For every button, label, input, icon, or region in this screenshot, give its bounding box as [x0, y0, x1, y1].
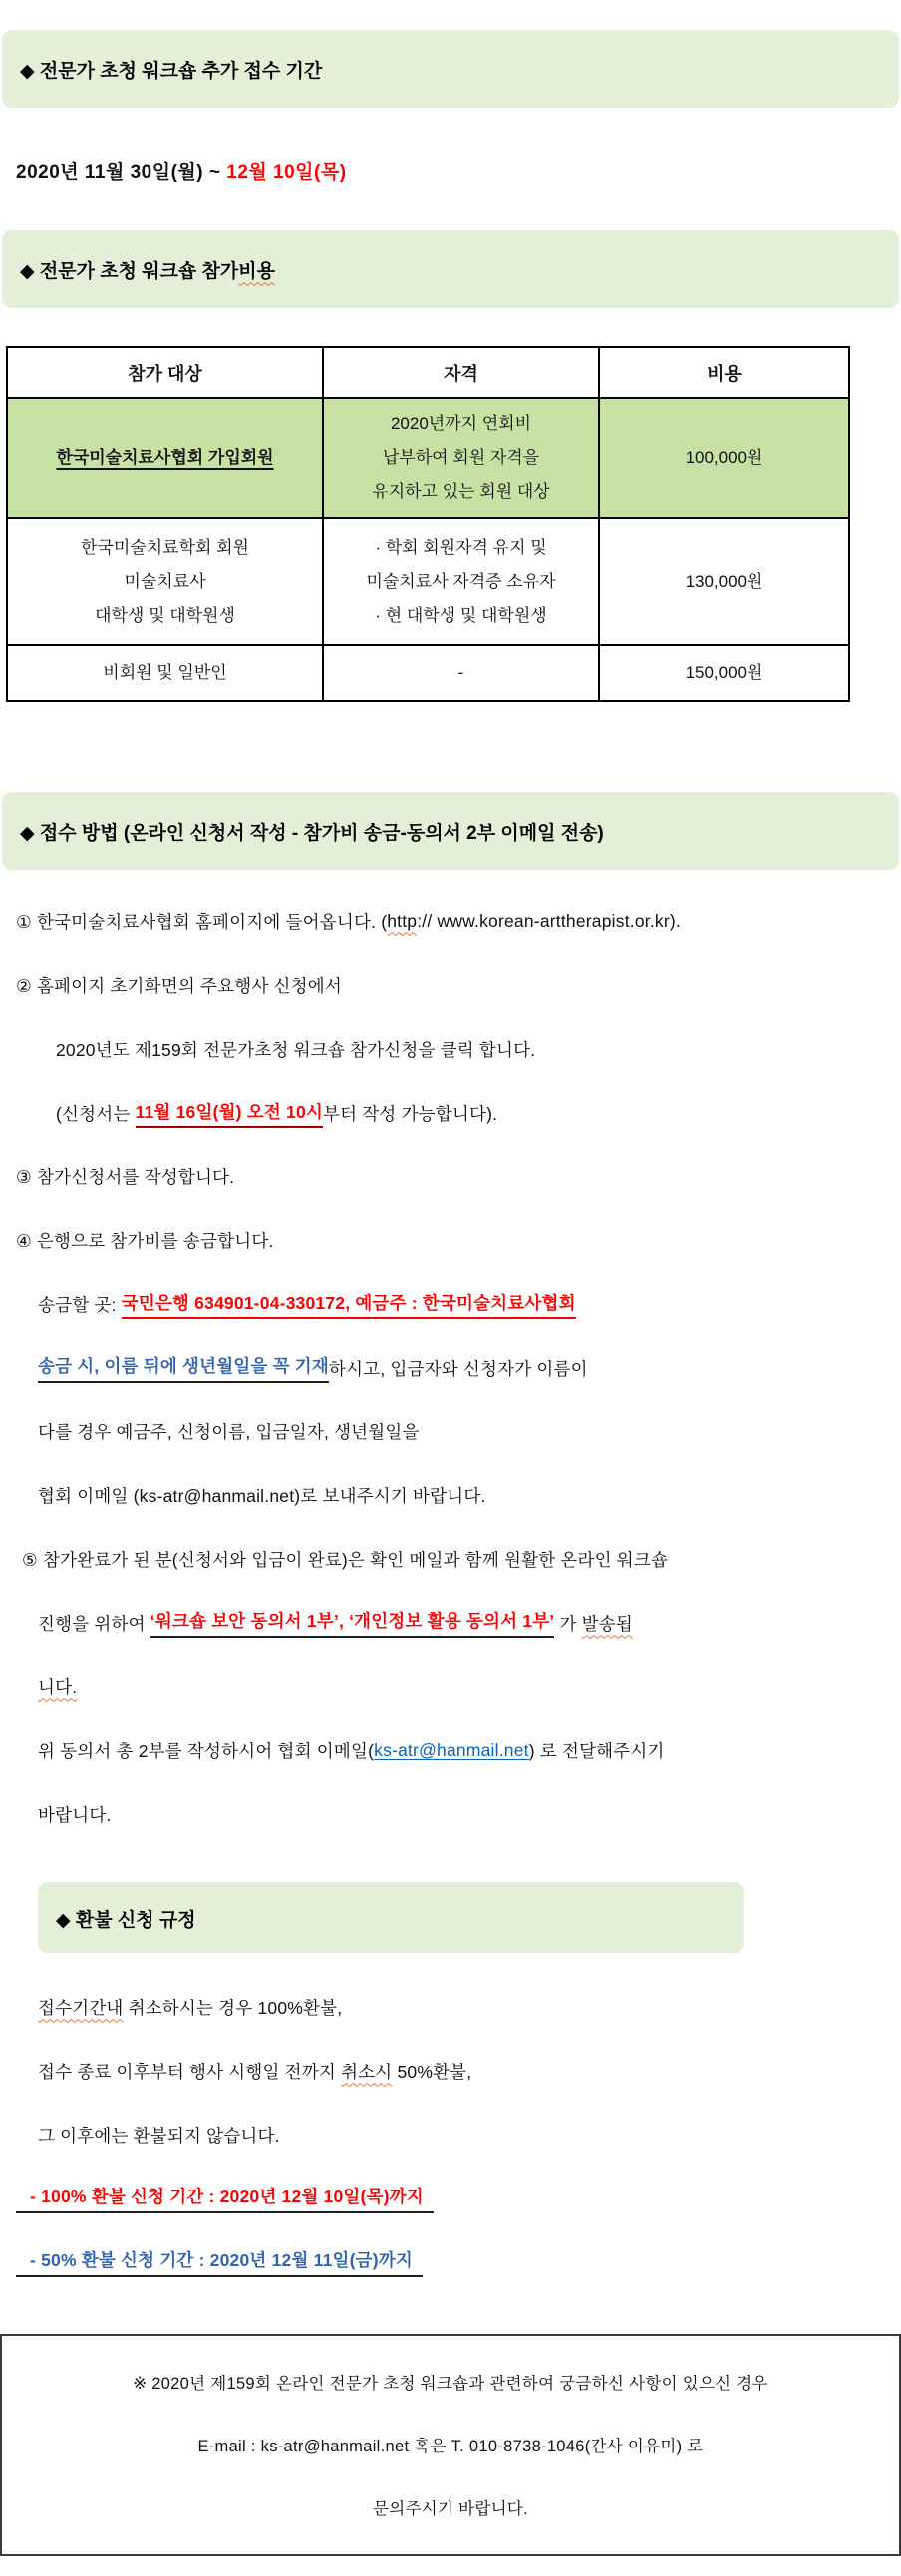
contact-info-box [0, 2334, 901, 2556]
step-5-return-forms [0, 1718, 901, 1782]
step-4-send-email [0, 1463, 901, 1527]
target-cell: 비회원 및 일반인 [7, 645, 323, 701]
banner-participation-fee [2, 230, 899, 308]
registration-steps [0, 890, 901, 1846]
registration-date-range [16, 157, 901, 184]
refund-rule-100-text: 취소하시는 경우 100%환불, [123, 1997, 343, 2018]
birthdate-note-tail: 하시고, 입금자와 신청자가 이름이 [329, 1358, 588, 1379]
bank-account-number: 국민은행 634901-04-330172, 예금주 : 한국미술치료사협회 [122, 1290, 576, 1319]
refund-rules [0, 1975, 901, 2294]
step-3-text: ③ 참가신청서를 작성합니다. [16, 1166, 235, 1187]
cost-cell: 130,000원 [599, 518, 849, 645]
qualification-line: 납부하여 회원 자격을 [382, 448, 540, 467]
banner-registration-method-label: ◆ 접수 방법 (온라인 신청서 작성 - 참가비 송금-동의서 2부 이메일 전송) [20, 822, 604, 844]
qualification-cell [323, 398, 599, 518]
contact-closing [12, 2475, 889, 2538]
birthdate-requirement: 송금 시, 이름 뒤에 생년월일을 꼭 기재 [38, 1353, 329, 1383]
target-cell [7, 518, 323, 645]
banner-registration-method [2, 792, 899, 870]
step-5-consent-wrap [0, 1655, 901, 1718]
return-forms-pre: 위 동의서 총 2부를 작성하시어 협회 이메일( [38, 1740, 375, 1761]
qualification-line: · 현 대학생 및 대학원생 [375, 606, 547, 625]
contact-intro-text: ※ 2020년 제159회 온라인 전문가 초청 워크숍과 관련하여 궁금하신 사항이 있으신 경우 [133, 2374, 768, 2393]
contact-intro [12, 2350, 889, 2413]
step-1-wavy: http [387, 910, 418, 931]
banner-extra-registration-period-label: ◆ 전문가 초청 워크숍 추가 접수 기간 [20, 60, 323, 82]
bank-account-label: 송금할 곳: [38, 1294, 122, 1315]
step-1-url: :// www.korean-arttherapist.or.kr). [417, 910, 681, 931]
fee-table-row-member [7, 398, 849, 518]
target-line: 한국미술치료학회 회원 [81, 538, 249, 557]
consent-wavy: 발송됩 [581, 1613, 633, 1634]
banner-participation-fee-label-wavy: 비용 [238, 260, 275, 282]
refund-deadline-50 [0, 2230, 901, 2294]
return-forms-post: ) 로 전달해주시기 [528, 1740, 665, 1761]
step-2a-text: 2020년도 제159회 전문가초청 워크숍 참가신청을 클릭 합니다. [56, 1039, 536, 1060]
fee-table-header-target: 참가 대상 [7, 347, 323, 398]
refund-deadline-50-text: - 50% 환불 신청 기간 : 2020년 12월 11일(금)까지 [16, 2247, 423, 2277]
date-range-start: 2020년 11월 30일(월) ~ [16, 162, 227, 183]
fee-table-header-qualification: 자격 [323, 347, 599, 398]
target-line: 대학생 및 대학원생 [95, 606, 235, 625]
refund-rule-none [0, 2103, 901, 2167]
step-4-bank-transfer [0, 1208, 901, 1272]
cost-cell: 150,000원 [599, 645, 849, 701]
qualification-cell [323, 518, 599, 645]
banner-extra-registration-period [2, 30, 899, 108]
refund-rule-100 [0, 1975, 901, 2039]
target-line: 미술치료사 [124, 572, 206, 591]
closing-text: 바랍니다. [38, 1804, 112, 1825]
consent-mid: 가 [554, 1613, 582, 1634]
name-mismatch-text: 다를 경우 예금주, 신청이름, 입금일자, 생년월일을 [38, 1421, 420, 1442]
banner-refund-policy-label: ◆ 환불 신청 규정 [56, 1909, 196, 1931]
step-4-bank-account [0, 1272, 901, 1336]
consent-pre: 진행을 위하여 [38, 1613, 150, 1634]
association-email-link[interactable]: ks-atr@hanmail.net [374, 1739, 529, 1760]
step-4-text: ④ 은행으로 참가비를 송금합니다. [16, 1230, 274, 1251]
contact-closing-text: 문의주시기 바랍니다. [373, 2499, 528, 2518]
consent-forms-list: ‘워크숍 보안 동의서 1부’, ‘개인정보 활용 동의서 1부’ [150, 1608, 555, 1638]
step-2-click-apply [0, 1017, 901, 1081]
consent-wrap-text: 니다. [38, 1676, 78, 1697]
qualification-line: 미술치료사 자격증 소유자 [366, 572, 556, 591]
send-email-text: 협회 이메일 (ks-atr@hanmail.net)로 보내주시기 바랍니다. [38, 1485, 486, 1506]
refund-rule-50-text: 50%환불, [392, 2061, 472, 2082]
step-2b-tail: 부터 작성 가능합니다). [323, 1103, 498, 1124]
step-2b-open-datetime: 11월 16일(월) 오전 10시 [136, 1099, 324, 1128]
cost-cell: 100,000원 [599, 398, 849, 518]
qualification-line: 2020년까지 연회비 [390, 414, 532, 433]
refund-rule-50-wavy: 취소시 [341, 2061, 393, 2082]
step-2-form-open-date [0, 1081, 901, 1145]
banner-refund-policy [38, 1882, 744, 1953]
step-2-text: ② 홈페이지 초기화면의 주요행사 신청에서 [16, 975, 342, 996]
step-3-fill-form [0, 1145, 901, 1208]
contact-email-phone-text: E-mail : ks-atr@hanmail.net 혹은 T. 010-8738-1046(간사 이유미) 로 [197, 2437, 704, 2455]
banner-participation-fee-label: ◆ 전문가 초청 워크숍 참가 [20, 260, 239, 282]
fee-table-row-nonmember [7, 645, 849, 701]
step-4-birthdate-note [0, 1336, 901, 1400]
qualification-line: · 학회 회원자격 유지 및 [375, 538, 547, 557]
qualification-line: 유지하고 있는 회원 대상 [372, 482, 550, 501]
contact-email-phone [12, 2413, 889, 2475]
fee-table [6, 346, 850, 702]
step-1-visit-homepage [0, 890, 901, 953]
target-member-label: 한국미술치료사협회 가입회원 [56, 448, 274, 467]
step-5-closing [0, 1782, 901, 1846]
refund-deadline-100 [0, 2167, 901, 2230]
fee-table-header-cost: 비용 [599, 347, 849, 398]
fee-table-header-row [7, 347, 849, 398]
refund-rule-50-pre: 접수 종료 이후부터 행사 시행일 전까지 [38, 2061, 342, 2082]
step-2-main-menu [0, 953, 901, 1017]
step-5-text: ⑤ 참가완료가 된 분(신청서와 입금이 완료)은 확인 메일과 함께 원활한 온라인 워크숍 [22, 1549, 669, 1570]
date-range-end-highlight: 12월 10일(목) [226, 162, 347, 183]
step-2b-text: (신청서는 [56, 1103, 136, 1124]
fee-table-row-society [7, 518, 849, 645]
refund-deadline-100-text: - 100% 환불 신청 기간 : 2020년 12월 10일(목)까지 [16, 2184, 434, 2213]
target-cell [7, 398, 323, 518]
step-1-text: ① 한국미술치료사협회 홈페이지에 들어옵니다. ( [16, 911, 388, 932]
step-5-consent-forms [0, 1591, 901, 1655]
qualification-cell: - [323, 645, 599, 701]
refund-rule-50 [0, 2039, 901, 2103]
refund-rule-100-wavy: 접수기간내 [38, 1997, 124, 2018]
step-4-name-mismatch [0, 1400, 901, 1463]
refund-rule-none-text: 그 이후에는 환불되지 않습니다. [38, 2125, 280, 2146]
step-5-completion [0, 1527, 901, 1591]
